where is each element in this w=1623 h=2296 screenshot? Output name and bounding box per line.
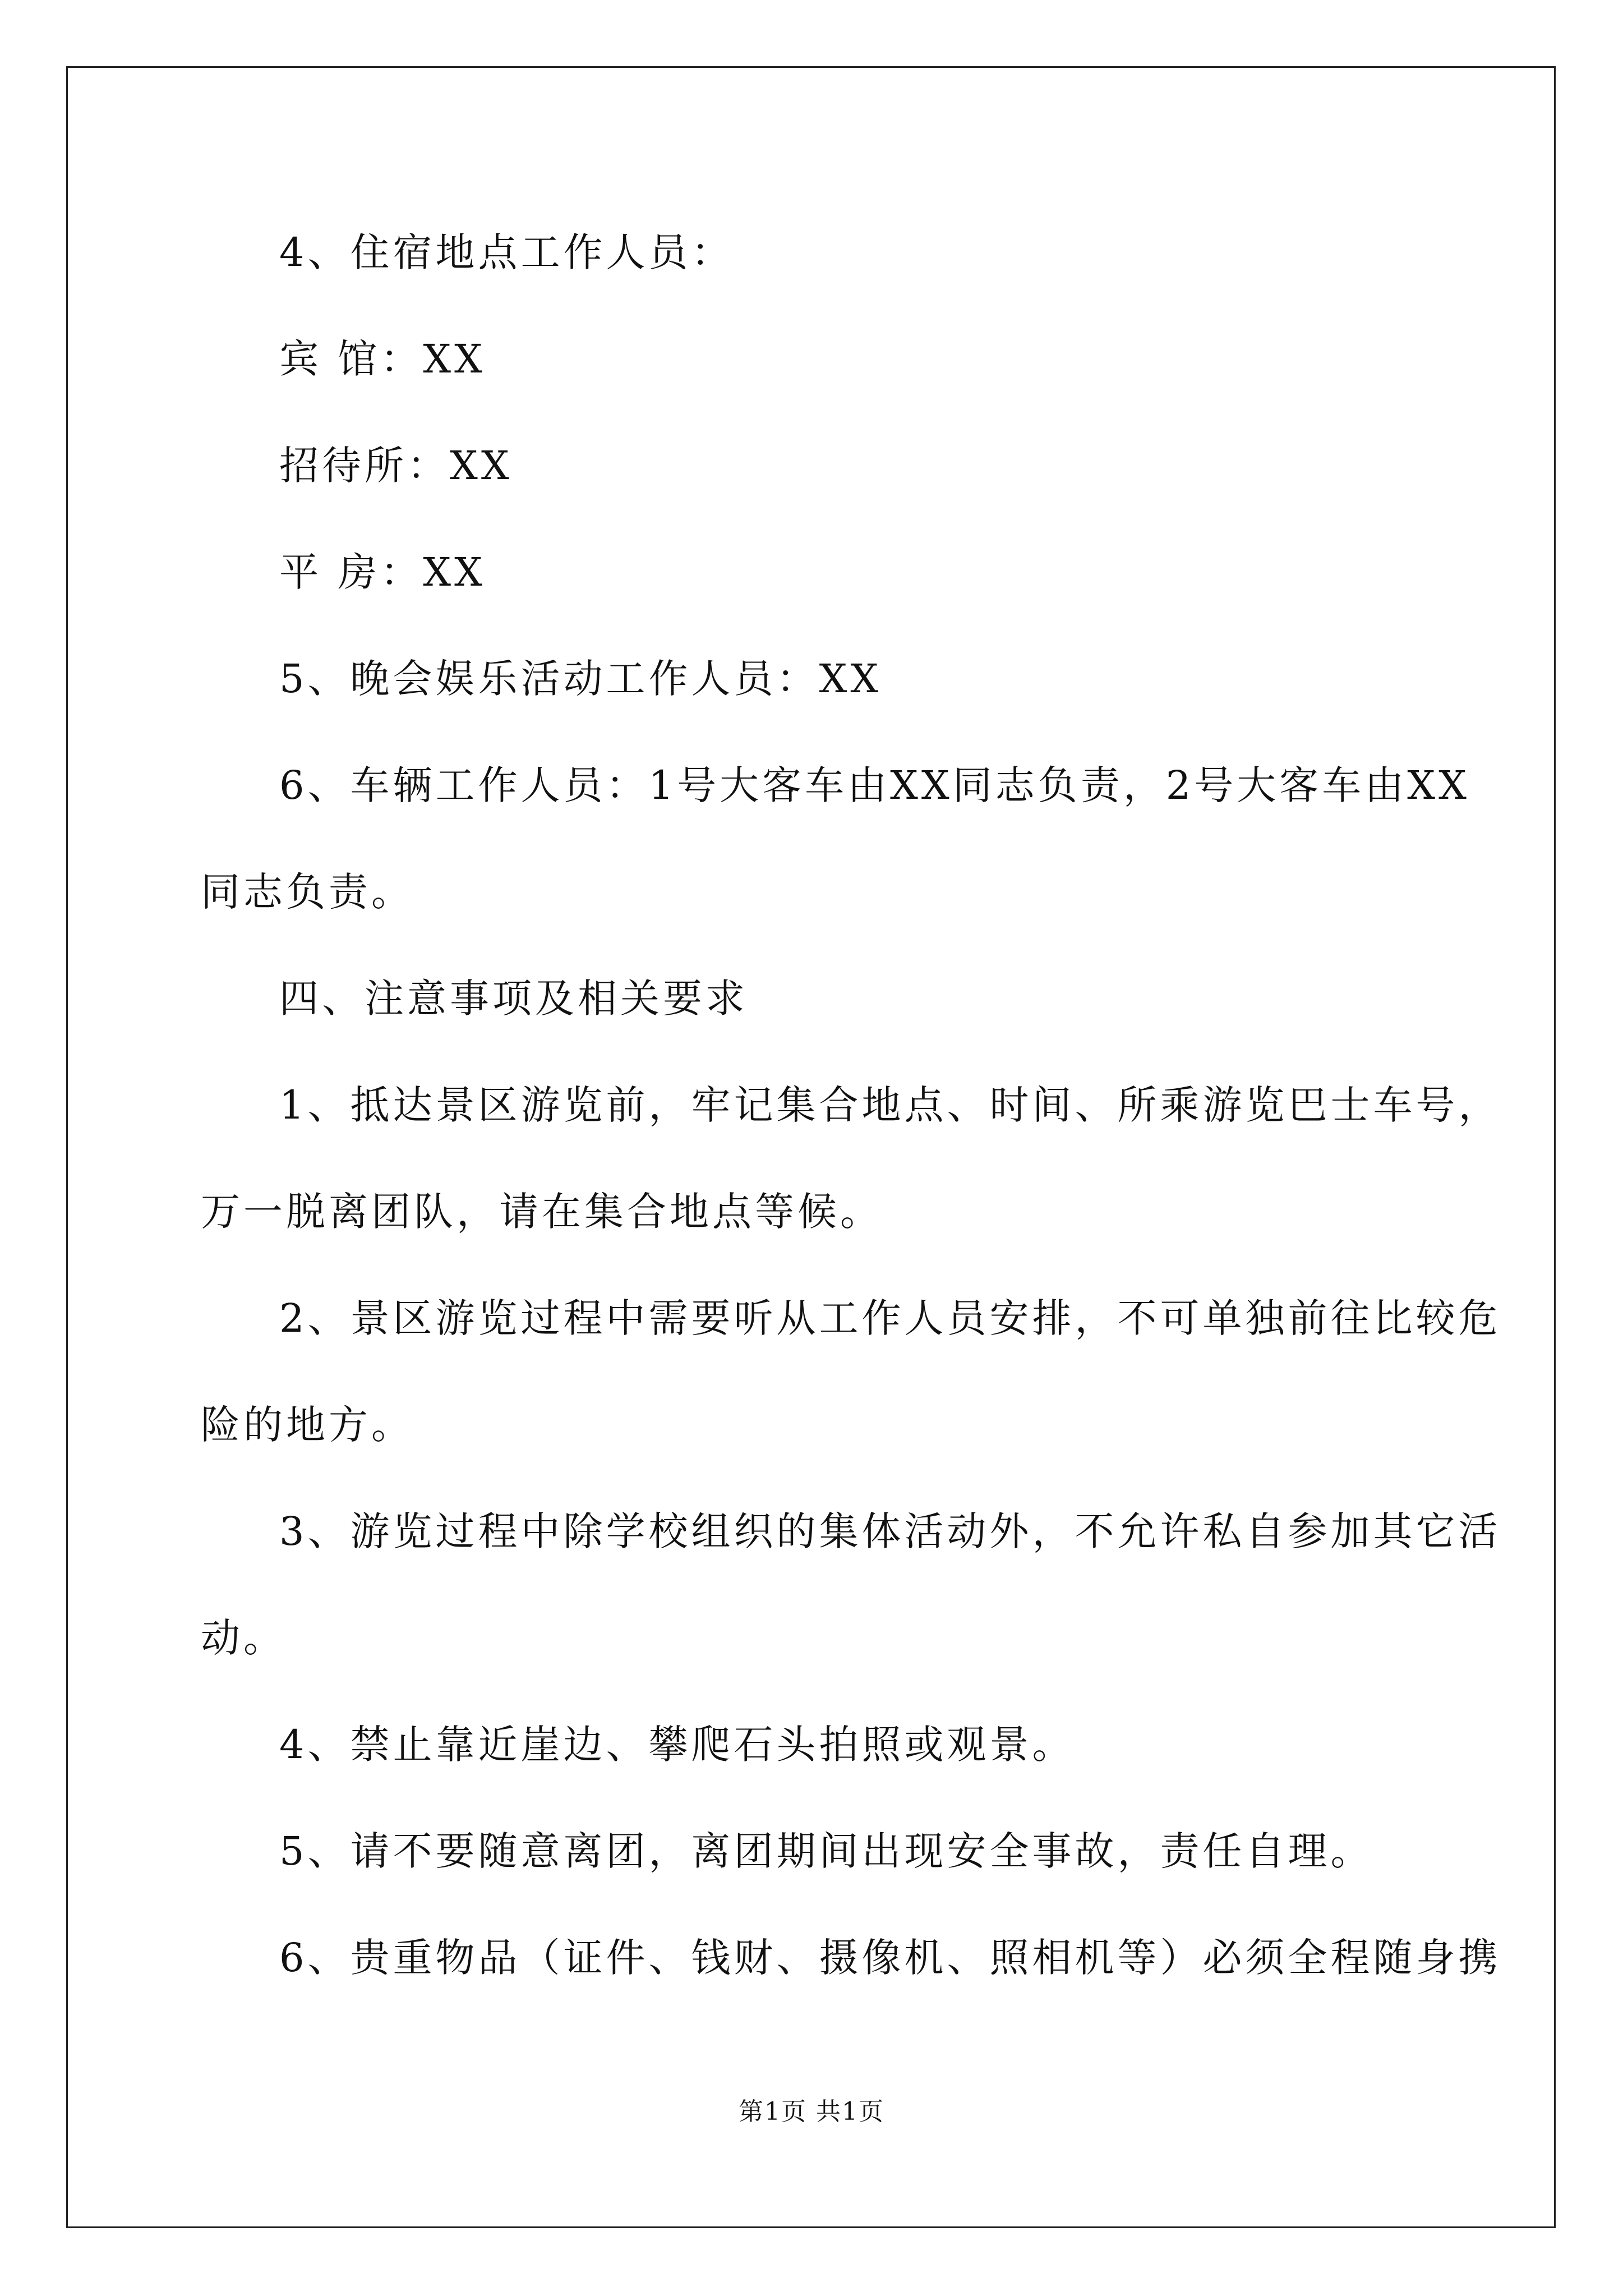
- text-line: 平 房：XX: [279, 549, 486, 595]
- text-line: 2、景区游览过程中需要听从工作人员安排，不可单独前往比较危: [279, 1295, 1501, 1341]
- text-line: 动。: [201, 1615, 286, 1661]
- text-line: 1、抵达景区游览前，牢记集合地点、时间、所乘游览巴士车号，: [279, 1082, 1501, 1128]
- text-line: 5、晚会娱乐活动工作人员：XX: [279, 656, 882, 702]
- text-line: 3、游览过程中除学校组织的集体活动外，不允许私自参加其它活: [279, 1508, 1501, 1554]
- page-border: [66, 66, 1556, 2228]
- text-line: 5、请不要随意离团，离团期间出现安全事故，责任自理。: [279, 1828, 1373, 1874]
- text-line: 险的地方。: [201, 1402, 414, 1448]
- page-number-footer: 第1页 共1页: [739, 2097, 884, 2126]
- text-line: 万一脱离团队，请在集合地点等候。: [201, 1189, 883, 1235]
- text-line: 招待所：XX: [279, 443, 513, 489]
- text-line: 6、车辆工作人员：1号大客车由XX同志负责，2号大客车由XX: [279, 762, 1470, 808]
- text-line: 4、禁止靠近崖边、攀爬石头拍照或观景。: [279, 1722, 1075, 1768]
- text-line: 同志负责。: [201, 869, 414, 915]
- text-line: 宾 馆：XX: [279, 336, 486, 382]
- section-heading: 四、注意事项及相关要求: [279, 976, 748, 1022]
- text-line: 6、贵重物品（证件、钱财、摄像机、照相机等）必须全程随身携: [279, 1935, 1501, 1981]
- text-line: 4、住宿地点工作人员：: [279, 229, 734, 275]
